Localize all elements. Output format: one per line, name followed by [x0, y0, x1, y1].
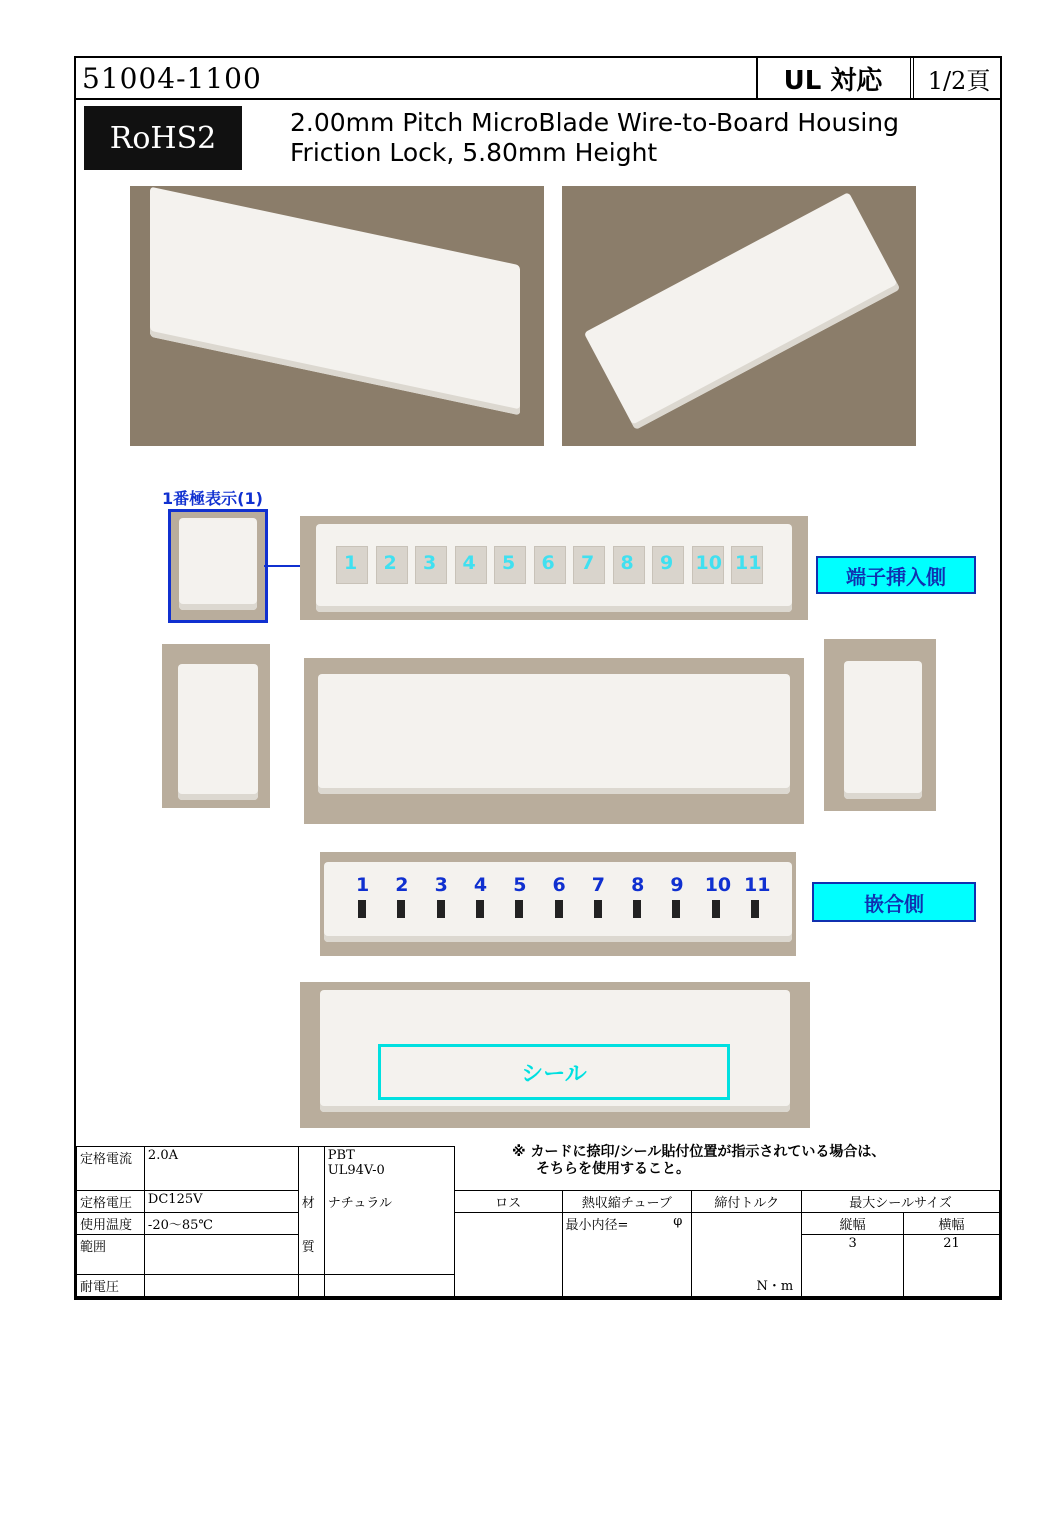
mating-side-view	[320, 852, 796, 956]
temp-label	[77, 1213, 145, 1235]
mating-slot-number: 6	[552, 874, 566, 896]
material-label-2: 質	[298, 1235, 324, 1275]
terminal-slot-number: 7	[581, 552, 595, 574]
terminal-slot-number: 3	[423, 552, 437, 574]
rated-current-label: 定格電流	[77, 1147, 145, 1191]
note-line-1: ※ カードに捺印/シール貼付位置が指示されている場合は、	[512, 1144, 886, 1160]
product-title	[290, 108, 899, 168]
rated-current-value: 2.0A	[144, 1147, 298, 1191]
pin1-end-view	[168, 509, 268, 623]
terminal-side-view	[300, 516, 808, 620]
mating-slot-number: 4	[473, 874, 488, 896]
mating-pin-opening	[672, 900, 680, 918]
terminal-slot-number: 9	[660, 552, 674, 574]
mating-slot-number: 11	[744, 874, 771, 896]
terminal-slot-number: 11	[735, 552, 762, 574]
mating-pin-opening	[633, 900, 641, 918]
seal-area: シール	[378, 1044, 730, 1100]
seal-width-value: 21	[904, 1235, 1000, 1298]
torque-label: 締付トルク	[692, 1191, 802, 1213]
housing-image	[179, 518, 257, 610]
mating-slot-number: 7	[591, 874, 606, 896]
drawing-sheet	[74, 56, 1002, 1300]
terminal-slot-number: 5	[502, 552, 516, 574]
mating-pin-opening	[437, 900, 445, 918]
terminal-slot-number: 4	[462, 552, 476, 574]
seal-height-value: 3	[802, 1235, 904, 1298]
material-value: PBT	[327, 1148, 355, 1163]
housing-image	[150, 187, 520, 416]
title-line-2: Friction Lock, 5.80mm Height	[290, 138, 658, 167]
torque-unit: N・m	[756, 1279, 794, 1294]
flammability-value: UL94V-0	[327, 1163, 385, 1178]
note-line-2: そちらを使用すること。	[536, 1161, 690, 1177]
rohs-badge: RoHS2	[84, 106, 242, 170]
rated-voltage-label: 定格電圧	[77, 1191, 145, 1213]
mating-pin-opening	[397, 900, 405, 918]
phi-symbol: φ	[673, 1214, 683, 1229]
mating-slot-number: 3	[434, 874, 448, 896]
page-number: 1/2頁	[910, 58, 1004, 98]
spec-table	[76, 1146, 1000, 1298]
mating-pin-opening	[594, 900, 602, 918]
mating-slot-number: 2	[395, 874, 409, 896]
temp-value: -20～85℃	[144, 1213, 298, 1235]
heat-shrink-label: 熱収縮チューブ	[562, 1191, 692, 1213]
mating-pin-opening	[712, 900, 720, 918]
min-inner-dia-label: 最小内径=	[565, 1218, 629, 1233]
mating-pin-opening	[515, 900, 523, 918]
terminal-side-callout: 端子挿入側	[816, 556, 976, 594]
housing-image	[178, 664, 258, 800]
mating-side-callout: 嵌合側	[812, 882, 976, 922]
pin1-indicator-label: 1番極表示(1)	[162, 489, 263, 508]
ul-label: UL 対応	[756, 58, 908, 98]
mating-pin-opening	[751, 900, 759, 918]
mating-slot-number: 8	[631, 874, 645, 896]
temp-label-line1: 使用温度	[80, 1218, 133, 1233]
side-view-right	[824, 639, 936, 811]
max-seal-label: 最大シールサイズ	[802, 1191, 1000, 1213]
temp-label-line2: 範囲	[77, 1235, 145, 1275]
loss-label: ロス	[454, 1191, 562, 1213]
side-view-left	[162, 644, 270, 808]
housing-image	[318, 674, 790, 794]
housing-image	[844, 661, 922, 799]
seal-width-label: 横幅	[904, 1213, 1000, 1235]
color-value: ナチュラル	[324, 1191, 454, 1213]
part-number: 51004-1100	[82, 62, 262, 95]
mating-pin-opening	[476, 900, 484, 918]
terminal-slot-number: 1	[344, 552, 358, 574]
terminal-slot-number: 2	[383, 552, 397, 574]
terminal-slot-number: 10	[695, 552, 722, 574]
header-row	[76, 58, 1000, 100]
mating-pin-opening	[555, 900, 563, 918]
rated-voltage-value: DC125V	[144, 1191, 298, 1213]
terminal-slot-number: 8	[620, 552, 634, 574]
mating-slot-number: 5	[513, 874, 527, 896]
mating-slot-number: 1	[356, 874, 370, 896]
terminal-slot-number: 6	[541, 552, 555, 574]
housing-image	[584, 192, 901, 430]
photo-isometric-left	[130, 186, 544, 446]
mating-pin-opening	[358, 900, 366, 918]
seal-height-label: 縦幅	[802, 1213, 904, 1235]
photo-isometric-right	[562, 186, 916, 446]
mating-slot-number: 9	[670, 874, 684, 896]
withstand-label: 耐電圧	[77, 1275, 145, 1298]
top-view	[304, 658, 804, 824]
title-line-1: 2.00mm Pitch MicroBlade Wire-to-Board Housing	[290, 108, 900, 137]
material-label-1: 材	[298, 1191, 324, 1213]
mating-slot-number: 10	[704, 874, 732, 896]
